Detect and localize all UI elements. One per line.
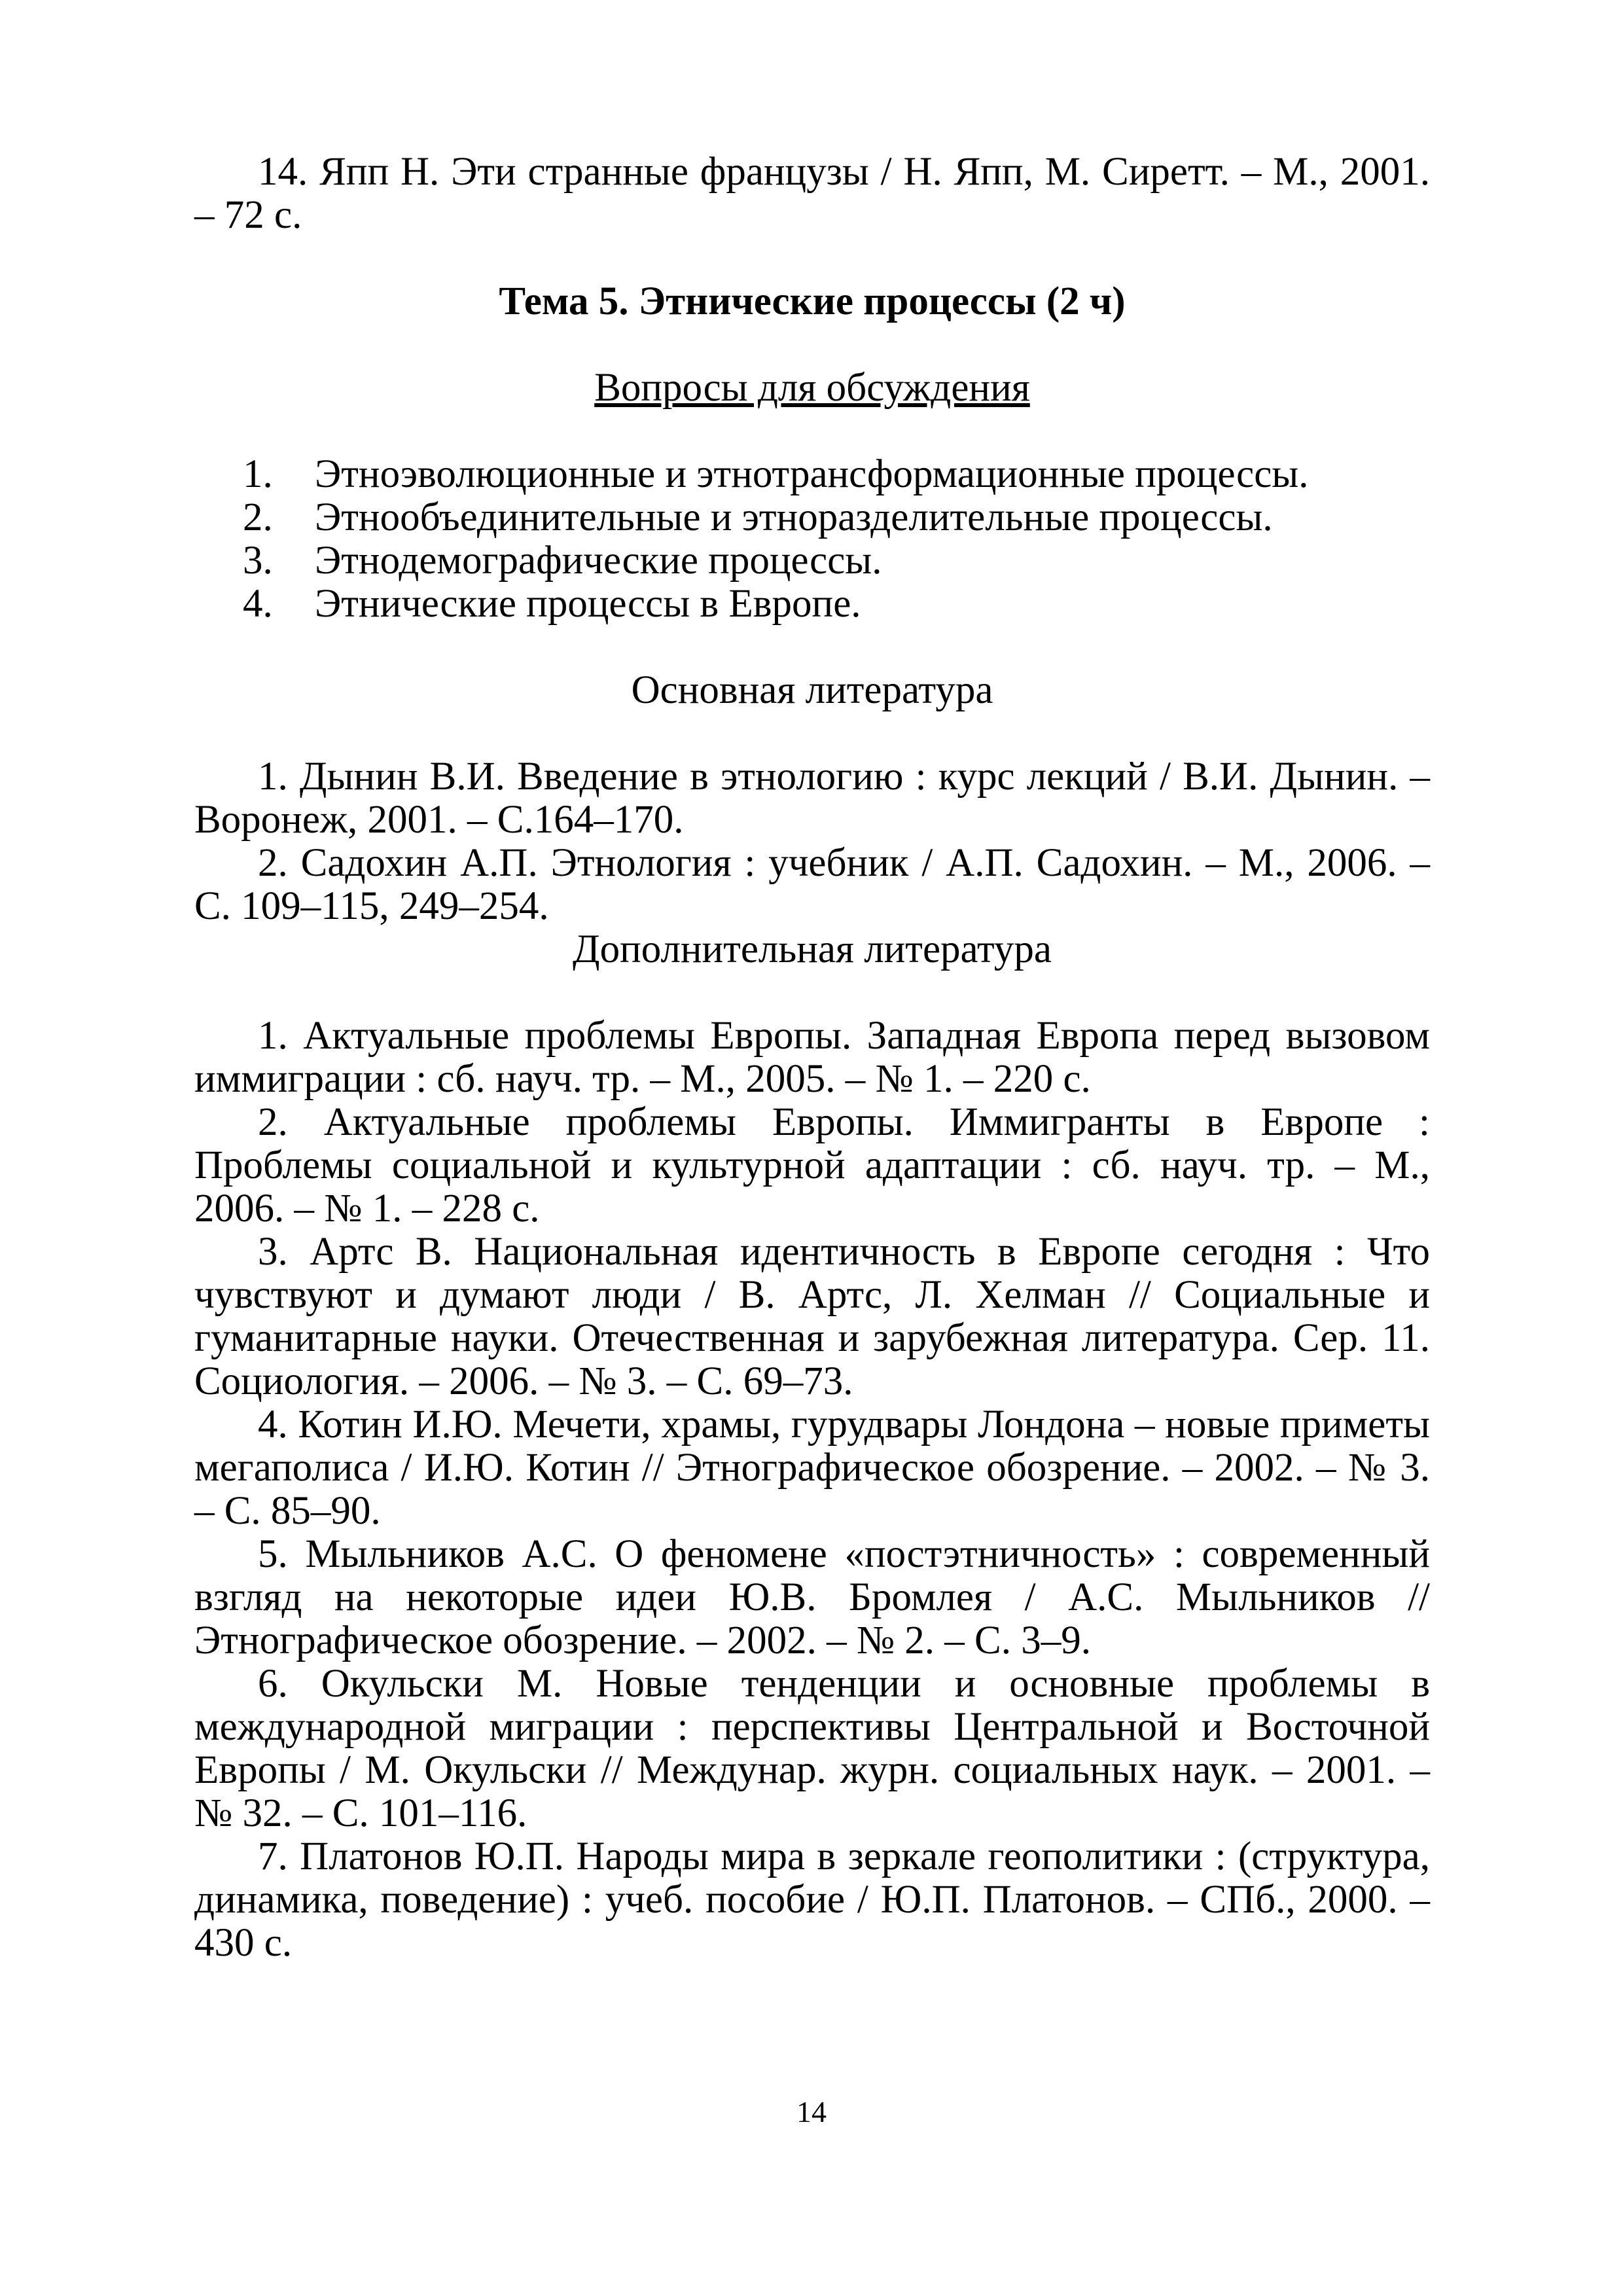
bibliography-entry: 1. Актуальные проблемы Европы. Западная Европа перед вызовом иммиграции : сб. науч. тр. – М., 2005. – № 1. – 220 с.: [194, 1014, 1430, 1101]
main-literature-title: Основная литература: [631, 668, 993, 712]
list-item: [194, 453, 1430, 496]
list-item-text: Этнообъединительные и этноразделительные процессы.: [315, 495, 1273, 539]
list-item-text: Этноэволюционные и этнотрансформационные процессы.: [315, 452, 1309, 496]
list-item: [194, 539, 1430, 583]
list-item-number: 1.: [243, 452, 273, 496]
topic-title: Тема 5. Этнические процессы (2 ч): [499, 279, 1126, 323]
bibliography-entry: 2. Садохин А.П. Этнология : учебник / А.П. Садохин. – М., 2006. – С. 109–115, 249–254.: [194, 841, 1430, 928]
questions-title: Вопросы для обсуждения: [594, 366, 1030, 410]
list-item-text: Этнические процессы в Европе.: [315, 582, 861, 626]
list-item-number: 2.: [243, 495, 273, 539]
bibliography-entry: 5. Мыльников А.С. О феномене «постэтничность» : современный взгляд на некоторые идеи Ю.В. Бромлея / А.С. Мыльников // Этнографическое обозрение. – 2002. – № 2. – С. 3–9.: [194, 1532, 1430, 1662]
top-bibliography-entry: 14. Япп Н. Эти странные французы / Н. Япп, М. Сиретт. – М., 2001. – 72 с.: [194, 150, 1430, 237]
bibliography-entry: 2. Актуальные проблемы Европы. Иммигранты в Европе : Проблемы социальной и культурной адаптации : сб. науч. тр. – М., 2006. – № 1. – 228 с.: [194, 1100, 1430, 1230]
list-item: [194, 496, 1430, 539]
list-item-text: Этнодемографические процессы.: [315, 539, 882, 583]
bibliography-entry: 6. Окульски М. Новые тенденции и основные проблемы в международной миграции : перспективы Центральной и Восточной Европы / М. Окульски // Междунар. журн. социальных наук. – 2001. – № 32. – С. 101–116.: [194, 1662, 1430, 1835]
bibliography-entry: 3. Артс В. Национальная идентичность в Европе сегодня : Что чувствуют и думают люди / В. Артс, Л. Хелман // Социальные и гуманитарные науки. Отечественная и зарубежная литература. Сер. 11. Социология. – 2006. – № 3. – С. 69–73.: [194, 1230, 1430, 1403]
bibliography-entry: 4. Котин И.Ю. Мечети, храмы, гурудвары Лондона – новые приметы мегаполиса / И.Ю. Котин // Этнографическое обозрение. – 2002. – № 3. – С. 85–90.: [194, 1403, 1430, 1533]
additional-literature-title: Дополнительная литература: [573, 927, 1052, 971]
list-item: [194, 583, 1430, 626]
additional-literature-list: [194, 1014, 1430, 1965]
questions-list: [194, 453, 1430, 626]
list-item-number: 3.: [243, 539, 273, 583]
main-literature-list: [194, 755, 1430, 928]
document-page: [194, 151, 1430, 1965]
page-number: 14: [796, 2095, 827, 2128]
list-item-number: 4.: [243, 582, 273, 626]
bibliography-entry: 7. Платонов Ю.П. Народы мира в зеркале геополитики : (структура, динамика, поведение) : учеб. пособие / Ю.П. Платонов. – СПб., 2000. – 430 с.: [194, 1835, 1430, 1965]
bibliography-entry: 1. Дынин В.И. Введение в этнологию : курс лекций / В.И. Дынин. – Воронеж, 2001. – С.164–170.: [194, 755, 1430, 842]
